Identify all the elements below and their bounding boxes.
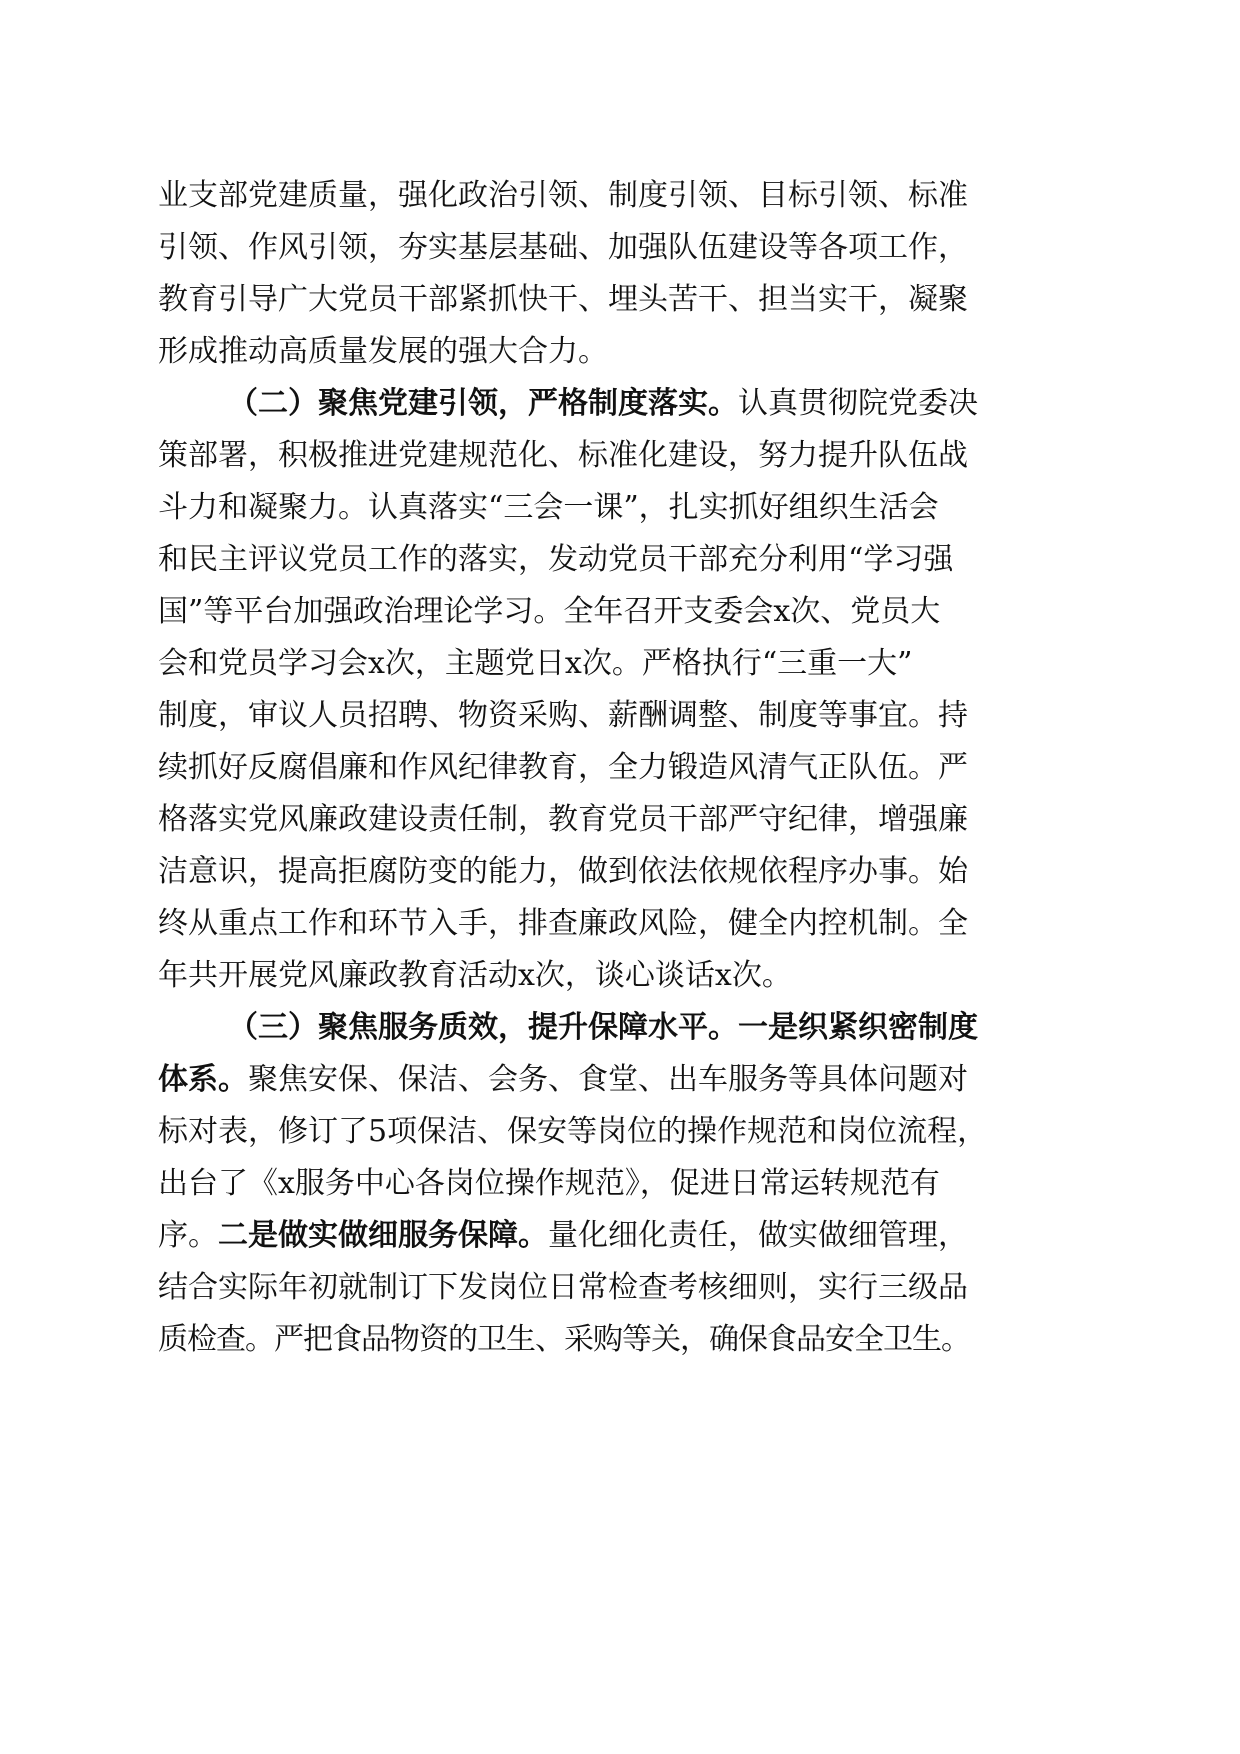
- bold-run: 体系。: [158, 1062, 248, 1097]
- text-run: 和民主评议党员工作的落实，发动党员干部充分利用“学习强: [158, 542, 954, 577]
- text-run: 制度，审议人员招聘、物资采购、薪酬调整、制度等事宜。持: [158, 698, 968, 733]
- text-line: [158, 540, 953, 580]
- text-run: 标对表，修订了5项保洁、保安等岗位的操作规范和岗位流程，: [158, 1114, 988, 1149]
- section-heading-line: [228, 384, 978, 424]
- section-heading-line: [228, 1008, 978, 1048]
- text-run: 格落实党风廉政建设责任制，教育党员干部严守纪律，增强廉: [158, 802, 968, 837]
- text-line: [158, 956, 792, 996]
- text-run: 斗力和凝聚力。认真落实“三会一课”，扎实抓好组织生活会: [158, 490, 939, 525]
- text-run: 国”等平台加强政治理论学习。全年召开支委会x次、党员大: [158, 594, 941, 629]
- section-heading: （三）聚焦服务质效，提升保障水平。一是织紧织密制度: [228, 1010, 978, 1045]
- text-line: [158, 1268, 968, 1308]
- text-line: [158, 1060, 968, 1100]
- text-run: 形成推动高质量发展的强大合力。: [158, 334, 608, 369]
- section-heading: （二）聚焦党建引领，严格制度落实。: [228, 386, 738, 421]
- text-line: [158, 1164, 940, 1204]
- text-run: 洁意识，提高拒腐防变的能力，做到依法依规依程序办事。始: [158, 854, 968, 889]
- text-run: 认真贯彻院党委决: [738, 386, 978, 421]
- text-run: 序。: [158, 1218, 218, 1253]
- text-line: [158, 696, 968, 736]
- text-line: [158, 800, 968, 840]
- text-run: 聚焦安保、保洁、会务、食堂、出车服务等具体问题对: [248, 1062, 968, 1097]
- text-line: [158, 1112, 987, 1152]
- text-run: 结合实际年初就制订下发岗位日常检查考核细则，实行三级品: [158, 1270, 968, 1305]
- text-line: [158, 852, 968, 892]
- text-run: 续抓好反腐倡廉和作风纪律教育，全力锻造风清气正队伍。严: [158, 750, 968, 785]
- text-line: [158, 644, 913, 684]
- text-run: 终从重点工作和环节入手，排查廉政风险，健全内控机制。全: [158, 906, 968, 941]
- text-run: 策部署，积极推进党建规范化、标准化建设，努力提升队伍战: [158, 438, 968, 473]
- text-line: [158, 592, 940, 632]
- text-line: [158, 904, 968, 944]
- text-run: 会和党员学习会x次，主题党日x次。严格执行“三重一大”: [158, 646, 913, 681]
- text-line: [158, 488, 939, 528]
- text-line: [158, 436, 968, 476]
- text-run: 年共开展党风廉政教育活动x次，谈心谈话x次。: [158, 958, 792, 993]
- text-line: [158, 280, 968, 320]
- text-run: 教育引导广大党员干部紧抓快干、埋头苦干、担当实干，凝聚: [158, 282, 968, 317]
- text-line: [158, 228, 968, 268]
- bold-run: 二是做实做细服务保障。: [218, 1218, 548, 1253]
- text-line: [158, 1320, 970, 1360]
- text-run: 业支部党建质量，强化政治引领、制度引领、目标引领、标准: [158, 178, 968, 213]
- text-line: [158, 332, 608, 372]
- text-run: 引领、作风引领，夯实基层基础、加强队伍建设等各项工作，: [158, 230, 968, 265]
- text-run: 出台了《x服务中心各岗位操作规范》，促进日常运转规范有: [158, 1166, 940, 1201]
- text-run: 量化细化责任，做实做细管理，: [548, 1218, 968, 1253]
- text-run: 质检查。严把食品物资的卫生、采购等关，确保食品安全卫生。: [158, 1322, 970, 1357]
- text-line: [158, 176, 968, 216]
- text-line: [158, 748, 968, 788]
- text-line: [158, 1216, 968, 1256]
